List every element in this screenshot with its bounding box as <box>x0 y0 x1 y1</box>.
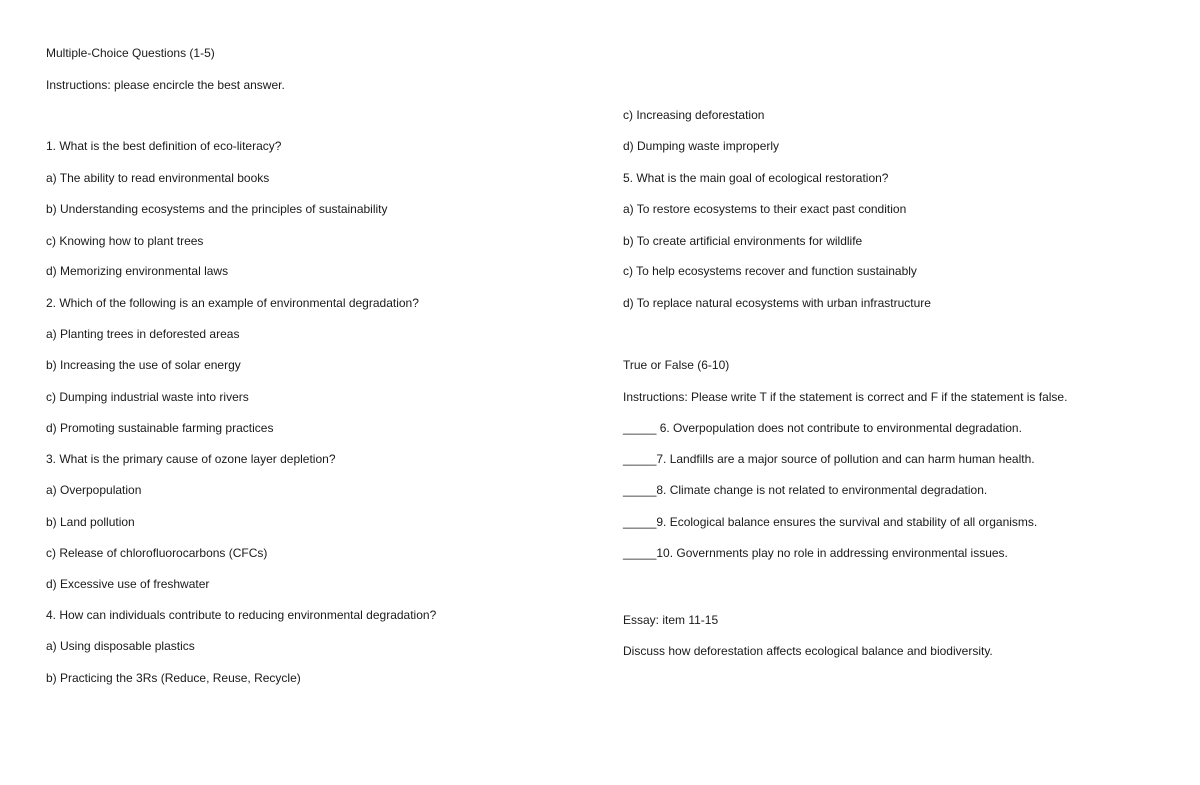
tf-instructions: Instructions: Please write T if the statement is correct and F if the statement is false. <box>623 390 1068 404</box>
q5-option-c: c) To help ecosystems recover and function sustainably <box>623 264 917 278</box>
q3-option-b: b) Land pollution <box>46 515 135 529</box>
q3-option-c: c) Release of chlorofluorocarbons (CFCs) <box>46 546 268 560</box>
q1-option-b: b) Understanding ecosystems and the principles of sustainability <box>46 202 388 216</box>
mc-instructions: Instructions: please encircle the best answer. <box>46 78 285 92</box>
q2-option-a: a) Planting trees in deforested areas <box>46 327 240 341</box>
q3-option-d: d) Excessive use of freshwater <box>46 577 210 591</box>
question-4: 4. How can individuals contribute to reducing environmental degradation? <box>46 608 437 622</box>
q2-option-b: b) Increasing the use of solar energy <box>46 358 241 372</box>
tf-item-7: _____7. Landfills are a major source of pollution and can harm human health. <box>623 452 1035 466</box>
q5-option-b: b) To create artificial environments for wildlife <box>623 234 863 248</box>
tf-item-8: _____8. Climate change is not related to environmental degradation. <box>623 483 988 497</box>
q4-option-a: a) Using disposable plastics <box>46 639 195 653</box>
q1-option-c: c) Knowing how to plant trees <box>46 234 204 248</box>
q4-option-b: b) Practicing the 3Rs (Reduce, Reuse, Recycle) <box>46 671 301 685</box>
q4-option-d: d) Dumping waste improperly <box>623 139 780 153</box>
tf-section-header: True or False (6-10) <box>623 358 730 372</box>
essay-prompt: Discuss how deforestation affects ecological balance and biodiversity. <box>623 644 993 658</box>
q3-option-a: a) Overpopulation <box>46 483 142 497</box>
q5-option-a: a) To restore ecosystems to their exact past condition <box>623 202 907 216</box>
question-5: 5. What is the main goal of ecological restoration? <box>623 171 889 185</box>
tf-item-9: _____9. Ecological balance ensures the survival and stability of all organisms. <box>623 515 1038 529</box>
tf-item-10: _____10. Governments play no role in addressing environmental issues. <box>623 546 1008 560</box>
question-2: 2. Which of the following is an example of environmental degradation? <box>46 296 419 310</box>
q4-option-c: c) Increasing deforestation <box>623 108 765 122</box>
q2-option-d: d) Promoting sustainable farming practices <box>46 421 274 435</box>
q2-option-c: c) Dumping industrial waste into rivers <box>46 390 249 404</box>
q1-option-d: d) Memorizing environmental laws <box>46 264 229 278</box>
essay-section-header: Essay: item 11-15 <box>623 613 719 627</box>
question-3: 3. What is the primary cause of ozone layer depletion? <box>46 452 336 466</box>
mc-section-header: Multiple-Choice Questions (1-5) <box>46 46 215 60</box>
tf-item-6: _____ 6. Overpopulation does not contribute to environmental degradation. <box>623 421 1022 435</box>
q5-option-d: d) To replace natural ecosystems with urban infrastructure <box>623 296 931 310</box>
q1-option-a: a) The ability to read environmental books <box>46 171 270 185</box>
question-1: 1. What is the best definition of eco-literacy? <box>46 139 282 153</box>
